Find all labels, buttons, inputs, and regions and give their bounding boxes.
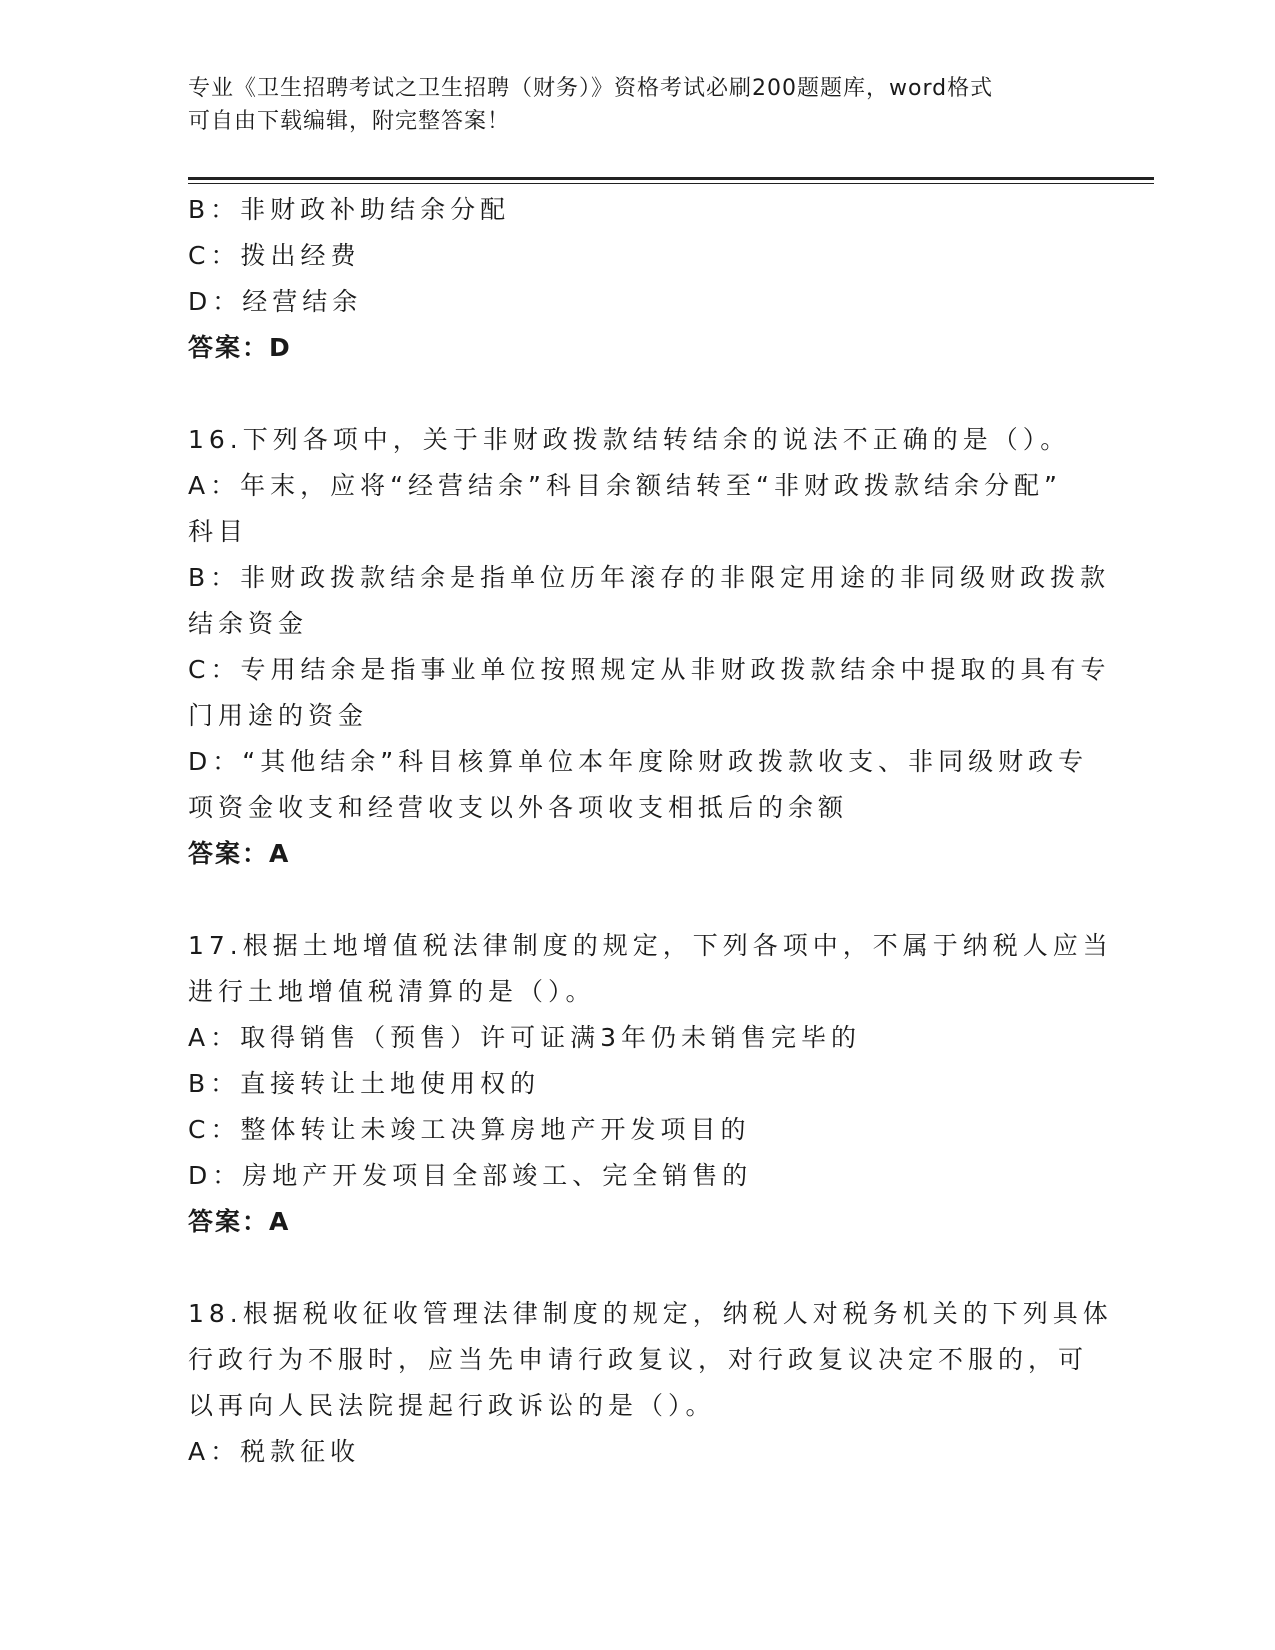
- q16-option-a-line-1: A：年末，应将“经营结余”科目余额结转至“非财政拨款结余分配”: [188, 471, 1062, 500]
- q16-stem: 16.下列各项中，关于非财政拨款结转结余的说法不正确的是（）。: [188, 425, 1071, 454]
- q15-option-d: D：经营结余: [188, 287, 363, 316]
- header-title-line-1: 专业《卫生招聘考试之卫生招聘（财务）》资格考试必刷200题题库，word格式: [188, 76, 994, 101]
- q17-option-a: A：取得销售（预售）许可证满3年仍未销售完毕的: [188, 1023, 862, 1052]
- q15-option-b: B：非财政补助结余分配: [188, 195, 511, 224]
- header-divider-thick: [188, 177, 1154, 180]
- document-header: [188, 72, 1088, 138]
- q18-stem-line-1: 18.根据税收征收管理法律制度的规定，纳税人对税务机关的下列具体: [188, 1299, 1113, 1328]
- question-17: [188, 923, 1113, 1245]
- question-15: [188, 187, 1078, 371]
- q15-answer: 答案：D: [188, 333, 292, 362]
- q16-option-d-line-2: 项资金收支和经营收支以外各项收支相抵后的余额: [188, 793, 849, 822]
- spacer: [188, 877, 1078, 923]
- q18-option-a: A：税款征收: [188, 1437, 361, 1466]
- q17-answer: 答案：A: [188, 1207, 291, 1236]
- q17-stem-line-1: 17.根据土地增值税法律制度的规定，下列各项中，不属于纳税人应当: [188, 931, 1113, 960]
- q16-option-c-line-1: C：专用结余是指事业单位按照规定从非财政拨款结余中提取的具有专: [188, 655, 1111, 684]
- question-16: [188, 417, 1111, 877]
- question-18: [188, 1291, 1113, 1475]
- q18-stem-line-3: 以再向人民法院提起行政诉讼的是（）。: [188, 1391, 716, 1420]
- header-title-line-2: 可自由下载编辑，附完整答案！: [188, 109, 511, 134]
- q16-option-b-line-2: 结余资金: [188, 609, 309, 638]
- spacer: [188, 1245, 1078, 1291]
- q15-option-c: C：拨出经费: [188, 241, 361, 270]
- q16-answer: 答案：A: [188, 839, 291, 868]
- spacer: [188, 371, 1078, 417]
- header-divider-thin: [188, 183, 1154, 184]
- q17-stem-line-2: 进行土地增值税清算的是（）。: [188, 977, 596, 1006]
- q17-option-b: B：直接转让土地使用权的: [188, 1069, 541, 1098]
- question-content: [188, 187, 1113, 1475]
- q17-option-c: C：整体转让未竣工决算房地产开发项目的: [188, 1115, 751, 1144]
- q16-option-a-line-2: 科目: [188, 517, 249, 546]
- q18-stem-line-2: 行政行为不服时，应当先申请行政复议，对行政复议决定不服的，可: [188, 1345, 1089, 1374]
- q16-option-d-line-1: D：“其他结余”科目核算单位本年度除财政拨款收支、非同级财政专: [188, 747, 1089, 776]
- q16-option-c-line-2: 门用途的资金: [188, 701, 369, 730]
- q16-option-b-line-1: B：非财政拨款结余是指单位历年滚存的非限定用途的非同级财政拨款: [188, 563, 1111, 592]
- q17-option-d: D：房地产开发项目全部竣工、完全销售的: [188, 1161, 753, 1190]
